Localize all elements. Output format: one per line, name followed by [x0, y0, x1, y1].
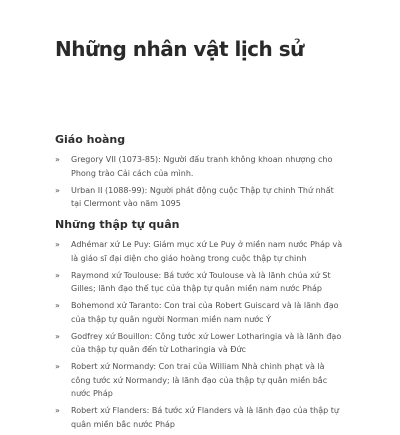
list-item-text: Robert xứ Normandy: Con trai của William Nhà chinh phạt và là công tước xứ Normandy; là lãnh đạo của thập tự quân miền bắc nước Pháp [71, 362, 328, 398]
bullet-icon: » [55, 240, 60, 249]
list-item-text: Gregory VII (1073-85): Người đấu tranh không khoan nhượng cho Phong trào Cải cách của mình. [71, 155, 333, 178]
list-item-text: Godfrey xứ Bouillon: Công tước xứ Lower Lotharingia và là lãnh đạo của thập tự quân đến từ Lotharingia và Đức [71, 331, 342, 354]
section-heading-crusaders: Những thập tự quân [55, 218, 180, 231]
bullet-icon: » [55, 301, 60, 310]
section-crusaders [55, 218, 345, 435]
list-item-text: Urban II (1088-99): Người phát động cuộc Thập tự chinh Thứ nhất tại Clermont vào năm 1095 [71, 185, 334, 208]
list-item-text: Bohemond xứ Taranto: Con trai của Robert Guiscard và là lãnh đạo của thập tự quân người Norman miền nam nước Ý [71, 301, 339, 324]
crusaders-list [55, 238, 345, 431]
popes-list [55, 153, 345, 211]
list-item [55, 404, 345, 431]
bullet-icon: » [55, 270, 60, 280]
list-item [55, 153, 345, 180]
bullet-icon: » [55, 362, 60, 371]
bullet-icon: » [55, 331, 60, 341]
list-item-text: Adhémar xứ Le Puy: Giám mục xứ Le Puy ở miền nam nước Pháp và là giáo sĩ đại diện cho giáo hoàng trong cuộc thập tự chinh [71, 240, 343, 263]
list-item [55, 269, 345, 296]
list-item-text: Robert xứ Flanders: Bá tước xứ Flanders và là lãnh đạo của thập tự quân miền bắc nước Pháp [71, 406, 339, 429]
list-item [55, 184, 345, 211]
list-item-text: Raymond xứ Toulouse: Bá tước xứ Toulouse và là lãnh chúa xứ St Gilles; lãnh đạo thế tục của thập tự quân miền nam nước Pháp [71, 270, 331, 293]
list-item [55, 360, 345, 401]
section-popes [55, 133, 345, 214]
list-item [55, 238, 345, 265]
list-item [55, 330, 345, 357]
bullet-icon: » [55, 406, 60, 415]
bullet-icon: » [55, 185, 60, 195]
page-title: Những nhân vật lịch sử [55, 37, 304, 61]
section-heading-popes: Giáo hoàng [55, 133, 126, 146]
bullet-icon: » [55, 155, 60, 164]
list-item [55, 299, 345, 326]
